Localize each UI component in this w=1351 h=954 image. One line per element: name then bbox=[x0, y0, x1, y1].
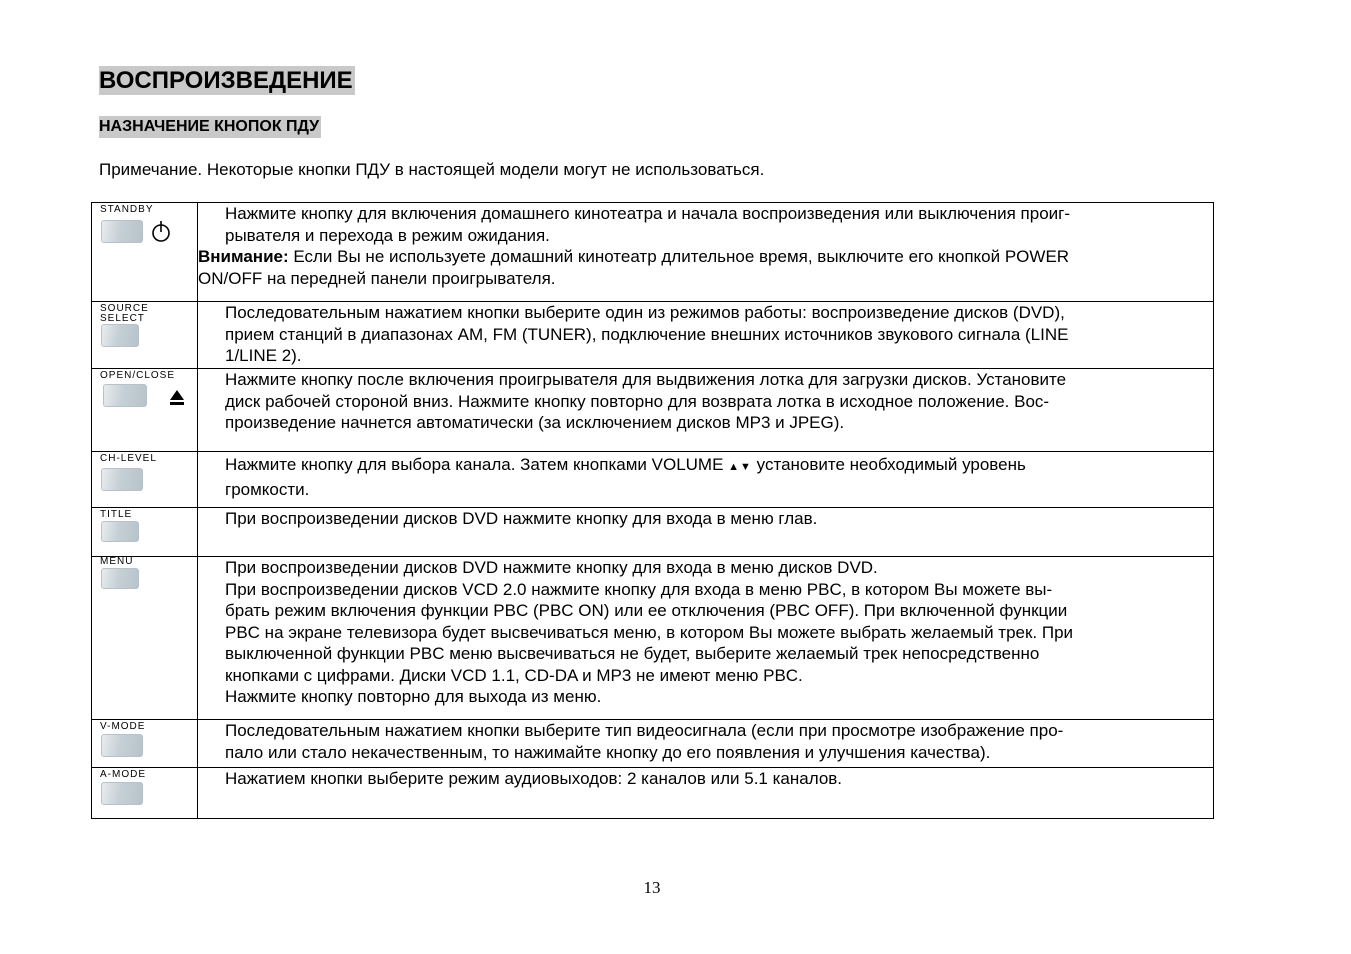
description-line: рывателя и перехода в режим ожидания. bbox=[225, 225, 550, 245]
key-label: STANDBY bbox=[100, 204, 154, 215]
key-cell bbox=[92, 768, 198, 819]
key-cell bbox=[92, 302, 198, 369]
a-mode-button-image bbox=[101, 782, 143, 805]
description-line bbox=[198, 454, 1213, 479]
key-cell bbox=[92, 203, 198, 302]
description-text: Нажмите кнопку для выбора канала. Затем кнопками VOLUME bbox=[225, 455, 729, 474]
key-label: TITLE bbox=[100, 509, 133, 520]
key-label: CH-LEVEL bbox=[100, 453, 157, 464]
key-cell bbox=[92, 369, 198, 452]
table-row bbox=[92, 369, 1214, 452]
warning-text: Если Вы не используете домашний кинотеатр длительное время, выключите его кнопкой POWER bbox=[288, 247, 1070, 266]
description-line: При воспроизведении дисков DVD нажмите кнопку для входа в меню дисков DVD. bbox=[225, 558, 878, 577]
description-line: Последовательным нажатием кнопки выберите один из режимов работы: воспроизведение дисков (DVD), bbox=[225, 303, 1065, 322]
description-line: кнопками с цифрами. Диски VCD 1.1, CD-DA и MP3 не имеют меню PBC. bbox=[225, 665, 803, 685]
table-row bbox=[92, 768, 1214, 819]
description-line: При воспроизведении дисков DVD нажмите кнопку для входа в меню глав. bbox=[225, 509, 818, 528]
description-line: Нажмите кнопку после включения проигрывателя для выдвижения лотка для загрузки дисков. Установите bbox=[225, 370, 1067, 389]
description-cell bbox=[198, 768, 1214, 819]
menu-button-image bbox=[101, 568, 139, 589]
title-button-image bbox=[101, 521, 139, 542]
ch-level-button-image bbox=[101, 468, 143, 491]
description-cell bbox=[198, 302, 1214, 369]
description-cell bbox=[198, 452, 1214, 508]
key-label: OPEN/CLOSE bbox=[100, 370, 176, 381]
page-title: ВОСПРОИЗВЕДЕНИЕ bbox=[99, 67, 353, 94]
table-row bbox=[92, 720, 1214, 768]
description-line: выключенной функции PBC меню высвечиваться не будет, выберите желаемый трек непосредственно bbox=[225, 644, 1040, 663]
description-line: брать режим включения функции PBC (PBC ON) или ее отключения (PBC OFF). При включенной функции bbox=[225, 601, 1068, 620]
table-row bbox=[92, 557, 1214, 720]
key-cell bbox=[92, 452, 198, 508]
key-label: V-MODE bbox=[100, 721, 146, 732]
v-mode-button-image bbox=[101, 734, 143, 757]
page-number: 13 bbox=[643, 878, 661, 897]
description-line: PBC на экране телевизора будет высвечиваться меню, в котором Вы можете выбрать желаемый трек. При bbox=[225, 622, 1074, 642]
description-line: Нажмите кнопку повторно для выхода из меню. bbox=[225, 687, 602, 706]
table-row bbox=[92, 508, 1214, 557]
description-line: произведение начнется автоматически (за исключением дисков MP3 и JPEG). bbox=[225, 413, 845, 432]
description-line: диск рабочей стороной вниз. Нажмите кнопку повторно для возврата лотка в исходное положение. Вос- bbox=[225, 391, 1050, 411]
power-icon bbox=[150, 219, 172, 243]
volume-arrows-icon: ▲▼ bbox=[728, 461, 752, 473]
description-cell bbox=[198, 720, 1214, 768]
warning-label: Внимание: bbox=[198, 247, 289, 266]
source-select-button-image bbox=[101, 324, 139, 347]
warning-line: ON/OFF на передней панели проигрывателя. bbox=[198, 268, 556, 288]
description-line: громкости. bbox=[225, 479, 310, 499]
table-row bbox=[92, 302, 1214, 369]
description-line: При воспроизведении дисков VCD 2.0 нажмите кнопку для входа в меню PBC, в котором Вы можете вы- bbox=[225, 579, 1053, 599]
description-line: пало или стало некачественным, то нажимайте кнопку до его появления и улучшения качества). bbox=[225, 742, 991, 762]
eject-icon bbox=[169, 389, 185, 407]
description-cell bbox=[198, 557, 1214, 720]
warning-line bbox=[198, 246, 1213, 268]
section-subtitle: НАЗНАЧЕНИЕ КНОПОК ПДУ bbox=[99, 116, 321, 138]
key-label: SOURCE SELECT bbox=[100, 303, 149, 324]
key-label: A-MODE bbox=[100, 769, 146, 780]
description-cell bbox=[198, 508, 1214, 557]
description-line: Нажатием кнопки выберите режим аудиовыходов: 2 каналов или 5.1 каналов. bbox=[225, 769, 843, 788]
open-close-button-image bbox=[103, 384, 147, 407]
table-row bbox=[92, 203, 1214, 302]
remote-buttons-table bbox=[91, 202, 1214, 819]
key-label: MENU bbox=[100, 556, 134, 567]
key-cell bbox=[92, 720, 198, 768]
description-line: 1/LINE 2). bbox=[225, 346, 302, 365]
description-cell bbox=[198, 369, 1214, 452]
table-row bbox=[92, 452, 1214, 508]
description-text: установите необходимый уровень bbox=[751, 455, 1026, 474]
description-line: Нажмите кнопку для включения домашнего кинотеатра и начала воспроизведения или выключения проиг- bbox=[225, 204, 1071, 223]
key-cell bbox=[92, 557, 198, 720]
key-cell bbox=[92, 508, 198, 557]
description-line: прием станций в диапазонах AM, FM (TUNER), подключение внешних источников звукового сигнала (LINE bbox=[225, 324, 1069, 344]
standby-button-image bbox=[101, 220, 143, 243]
note-text: Примечание. Некоторые кнопки ПДУ в настоящей модели могут не использоваться. bbox=[99, 160, 765, 179]
description-cell bbox=[198, 203, 1214, 302]
description-line: Последовательным нажатием кнопки выберите тип видеосигнала (если при просмотре изображение про- bbox=[225, 721, 1064, 740]
